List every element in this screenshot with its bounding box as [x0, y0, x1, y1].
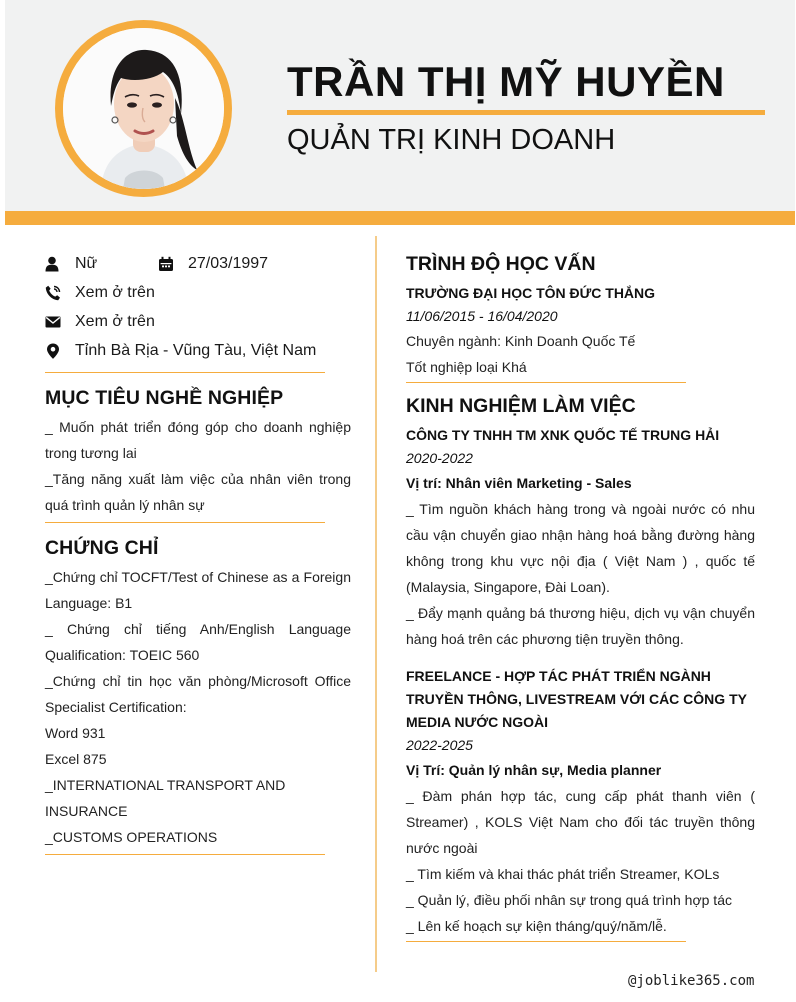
section-divider: [45, 854, 325, 855]
section-divider: [406, 382, 686, 383]
objective-heading: MỤC TIÊU NGHỀ NGHIỆP: [45, 387, 284, 409]
envelope-icon: [45, 314, 61, 330]
right-column: [406, 253, 755, 942]
certificate-item: Excel 875: [45, 751, 107, 767]
contact-row-address: [45, 336, 351, 365]
education-dates: 11/06/2015 - 16/04/2020: [406, 308, 558, 324]
email-text: Xem ở trên: [75, 312, 155, 330]
education-major: Chuyên ngành: Kinh Doanh Quốc Tế: [406, 333, 636, 349]
job-dates: 2020-2022: [406, 450, 473, 466]
certificate-item: Word 931: [45, 725, 106, 741]
gender-text: Nữ: [75, 254, 98, 272]
job-entry: [406, 424, 755, 652]
candidate-role: QUẢN TRỊ KINH DOANH: [287, 124, 616, 156]
contact-row-personal: [45, 249, 351, 278]
section-divider: [45, 522, 325, 523]
education-grade: Tốt nghiệp loại Khá: [406, 359, 527, 375]
birthdate-text: 27/03/1997: [188, 254, 269, 272]
location-pin-icon: [45, 343, 61, 359]
job-duty: _ Quản lý, điều phối nhân sự trong quá trình hợp tác: [406, 892, 732, 908]
objective-item: _Tăng năng xuất làm việc của nhân viên trong quá trình quản lý nhân sự: [45, 471, 351, 513]
job-duty: _ Đẩy mạnh quảng bá thương hiệu, dịch vụ vận chuyển hàng hoá trên các phương tiện truyền thông.: [406, 605, 755, 647]
job-position: Vị Trí: Quản lý nhân sự, Media planner: [406, 762, 662, 778]
name-underline: [287, 110, 765, 115]
contact-row-phone: [45, 278, 351, 307]
calendar-icon: [158, 256, 174, 272]
job-duty: _ Tìm nguồn khách hàng trong và ngoài nước có nhu cầu vận chuyển giao nhận hàng hoá bằng đường hàng không trong khu vực nội địa ( Việt Nam ) , quốc tế (Malaysia, Singapore, Đài Loan).: [406, 501, 755, 595]
address-text: Tỉnh Bà Rịa - Vũng Tàu, Việt Nam: [75, 341, 317, 359]
objective-item: _ Muốn phát triển đóng góp cho doanh nghiệp trong tương lai: [45, 419, 351, 461]
certificate-item: _Chứng chỉ tin học văn phòng/Microsoft Office Specialist Certification:: [45, 673, 351, 715]
job-company: CÔNG TY TNHH TM XNK QUỐC TẾ TRUNG HẢI: [406, 427, 720, 443]
contact-row-email: [45, 307, 351, 336]
phone-text: Xem ở trên: [75, 283, 155, 301]
certificate-item: _CUSTOMS OPERATIONS: [45, 829, 218, 845]
avatar-frame: [55, 20, 232, 197]
column-divider: [375, 236, 377, 972]
certificates-heading: CHỨNG CHỈ: [45, 537, 159, 559]
certificate-item: _ Chứng chỉ tiếng Anh/English Language Qualification: TOEIC 560: [45, 621, 351, 663]
job-dates: 2022-2025: [406, 737, 473, 753]
section-divider: [406, 941, 686, 942]
candidate-name: TRẦN THỊ MỸ HUYỀN: [287, 58, 725, 105]
job-duty: _ Tìm kiếm và khai thác phát triển Streamer, KOLs: [406, 866, 720, 882]
certificate-item: _Chứng chỉ TOCFT/Test of Chinese as a Foreign Language: B1: [45, 569, 351, 611]
education-heading: TRÌNH ĐỘ HỌC VẤN: [406, 253, 596, 275]
job-duty: _ Đàm phán hợp tác, cung cấp phát thanh viên ( Streamer) , KOLS Việt Nam cho đối tác truyền thông nước ngoài: [406, 788, 755, 856]
education-school: TRƯỜNG ĐẠI HỌC TÔN ĐỨC THẮNG: [406, 285, 656, 301]
experience-heading: KINH NGHIỆM LÀM VIỆC: [406, 395, 636, 417]
section-divider: [45, 372, 325, 373]
phone-icon: [45, 285, 61, 301]
left-column: [45, 249, 351, 855]
certificate-item: _INTERNATIONAL TRANSPORT AND INSURANCE: [45, 777, 286, 819]
portrait-photo: [63, 28, 224, 189]
header-accent-bar: [5, 211, 795, 225]
job-duty: _ Lên kế hoạch sự kiện tháng/quý/năm/lễ.: [406, 918, 667, 934]
job-position: Vị trí: Nhân viên Marketing - Sales: [406, 475, 632, 491]
job-entry: [406, 665, 755, 939]
avatar: [63, 28, 224, 189]
person-icon: [45, 256, 61, 272]
job-company: FREELANCE - HỢP TÁC PHÁT TRIỂN NGÀNH TRUYỀN THÔNG, LIVESTREAM VỚI CÁC CÔNG TY MEDIA NƯỚC NGOÀI: [406, 668, 747, 730]
watermark-text: @joblike365.com: [628, 973, 755, 989]
